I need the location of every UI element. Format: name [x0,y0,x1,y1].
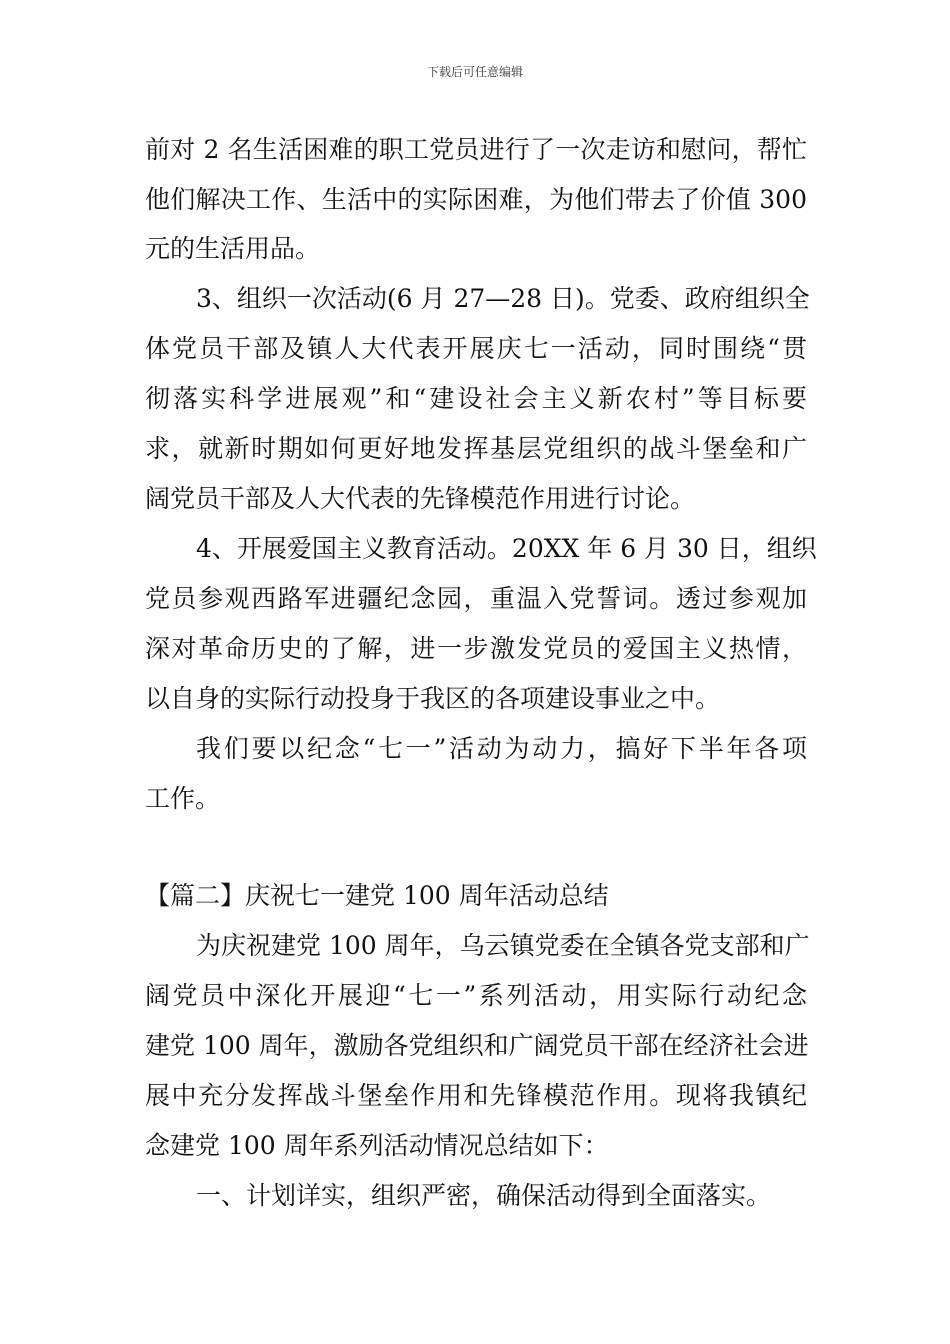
body-line: 我们要以纪念“七一”活动为动力，搞好下半年各项 [196,734,807,763]
body-line: 党员参观西路军进疆纪念园，重温入党誓词。透过参观加 [145,584,807,613]
body-line: 一、计划详实，组织严密，确保活动得到全面落实。 [196,1181,772,1210]
body-line: 念建党 100 周年系列活动情况总结如下： [145,1131,609,1160]
body-line: 前对 2 名生活困难的职工党员进行了一次走访和慰问，帮忙 [145,135,807,164]
body-line: 深对革命历史的了解，进一步激发党员的爱国主义热情， [145,634,807,663]
body-line: 3、组织一次活动(6 月 27—28 日)。党委、政府组织全 [196,284,810,313]
body-line: 建党 100 周年，激励各党组织和广阔党员干部在经济社会进 [145,1031,809,1060]
body-line: 他们解决工作、生活中的实际困难，为他们带去了价值 300 [145,185,807,214]
body-line: 求，就新时期如何更好地发挥基层党组织的战斗堡垒和广 [145,434,807,463]
body-line: 展中充分发挥战斗堡垒作用和先锋模范作用。现将我镇纪 [145,1081,807,1110]
body-line: 彻落实科学进展观”和“建设社会主义新农村”等目标要 [145,384,807,413]
body-line: 阔党员中深化开展迎“七一”系列活动，用实际行动纪念 [145,981,807,1010]
body-line: 4、开展爱国主义教育活动。20XX 年 6 月 30 日，组织 [196,534,817,563]
body-line: 工作。 [145,784,221,813]
page-header: 下载后可任意编辑 [426,65,523,79]
body-line: 为庆祝建党 100 周年，乌云镇党委在全镇各党支部和广 [196,931,810,960]
body-line: 元的生活用品。 [145,234,321,263]
body-line: 阔党员干部及人大代表的先锋模范作用进行讨论。 [145,484,696,513]
body-line: 体党员干部及镇人大代表开展庆七一活动，同时围绕“贯 [145,334,807,363]
section-heading: 【篇二】庆祝七一建党 100 周年活动总结 [145,881,609,910]
body-line: 以自身的实际行动投身于我区的各项建设事业之中。 [145,684,721,713]
